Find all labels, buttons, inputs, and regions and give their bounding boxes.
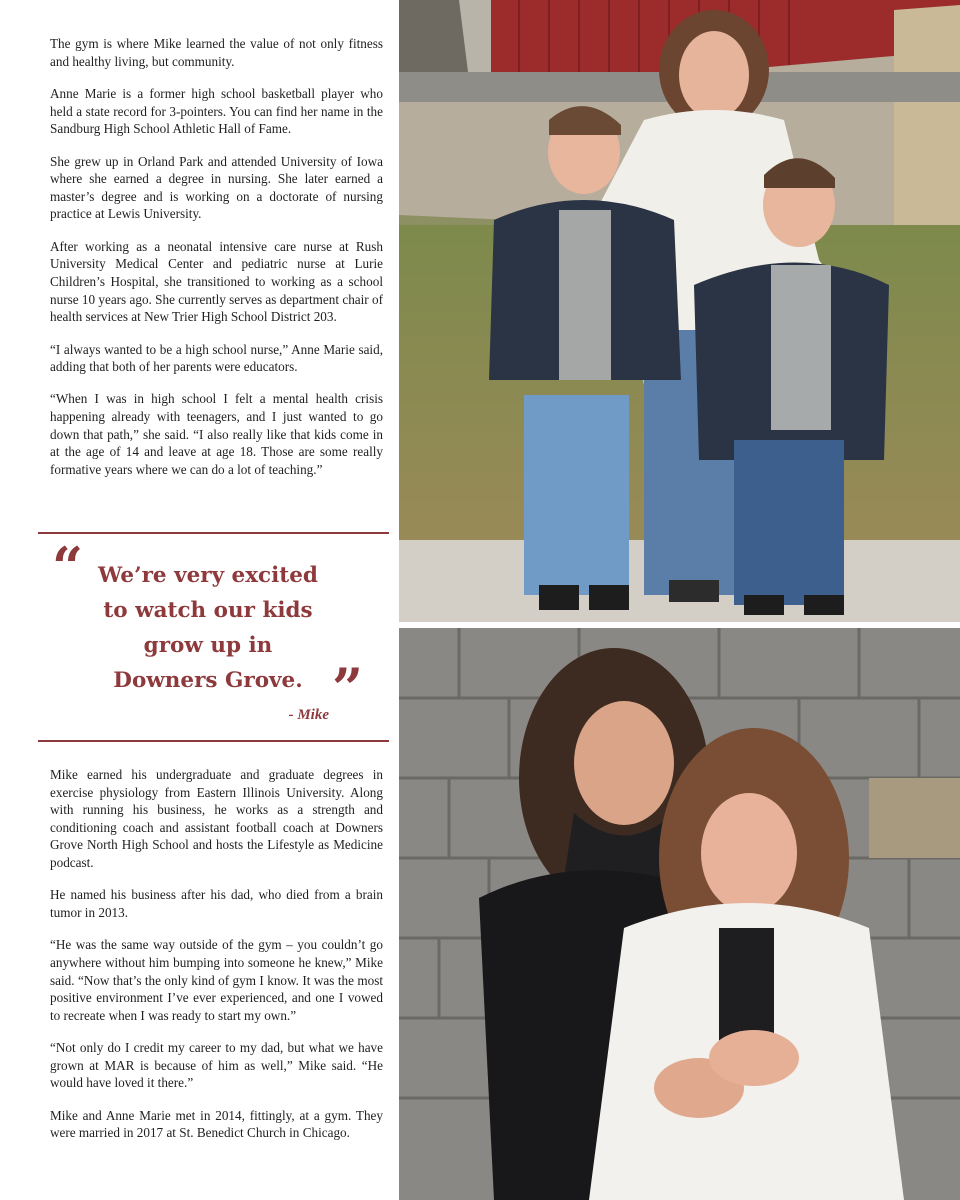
paragraph: He named his business after his dad, who died from a brain tumor in 2013. — [50, 887, 383, 920]
paragraph: Mike and Anne Marie met in 2014, fittingly, at a gym. They were married in 2017 at St. Benedict Church in Chicago. — [50, 1107, 383, 1141]
paragraph: “Not only do I credit my career to my dad, but what we have grown at MAR is because of him as well,” Mike said. “He would have loved it there.” — [50, 1040, 383, 1091]
paragraph: Mike earned his undergraduate and graduate degrees in exercise physiology from Eastern Illinois University. Along with running his business, he works as a strength and conditioning coach and assistant football coach at Downers Grove North High School and hosts the Lifestyle as Medicine podcast. — [50, 767, 383, 870]
paragraph: “He was the same way outside of the gym – you couldn’t go anywhere without him bumping into someone he knew,” Mike said. “Now that’s the only kind of gym I know. It was the most positive environment I’ve ever experienced, and one I vowed to recreate when I was ready to start my own.” — [50, 937, 383, 1023]
article-column-bottom — [50, 766, 383, 1157]
pull-quote-text: We’re very excited to watch our kids grow up in Downers Grove. — [98, 563, 318, 693]
pull-quote — [38, 532, 389, 742]
paragraph: “When I was in high school I felt a mental health crisis happening already with teenagers, and I just wanted to go down that path,” she said. “I also really like that kids come in at the age of 14 and leave at age 18. Those are some really formative years where we can do a lot of teaching.” — [50, 391, 383, 477]
paragraph: “I always wanted to be a high school nurse,” Anne Marie said, adding that both of her parents were educators. — [50, 341, 383, 375]
article-column-top — [50, 35, 383, 493]
paragraph: Anne Marie is a former high school basketball player who held a state record for 3-pointers. You can find her name in the Sandburg High School Athletic Hall of Fame. — [50, 85, 383, 137]
mother-daughter-photo — [399, 628, 960, 1200]
paragraph: The gym is where Mike learned the value of not only fitness and healthy living, but community. — [50, 36, 383, 69]
pull-quote-attribution: - Mike — [288, 707, 329, 723]
paragraph: After working as a neonatal intensive care nurse at Rush University Medical Center and pediatric nurse at Lurie Children’s Hospital, she transitioned to working as a school nurse 10 years ago. She currently serves as department chair of health services at New Trier High School District 203. — [50, 238, 383, 325]
close-quote-mark: ” — [332, 656, 364, 720]
family-photo-outdoor — [399, 0, 960, 622]
open-quote-mark: “ — [52, 535, 84, 599]
paragraph: She grew up in Orland Park and attended University of Iowa where she earned a degree in nursing. She later earned a master’s degree and is working on a doctorate of nursing practice at Lewis University. — [50, 153, 383, 222]
